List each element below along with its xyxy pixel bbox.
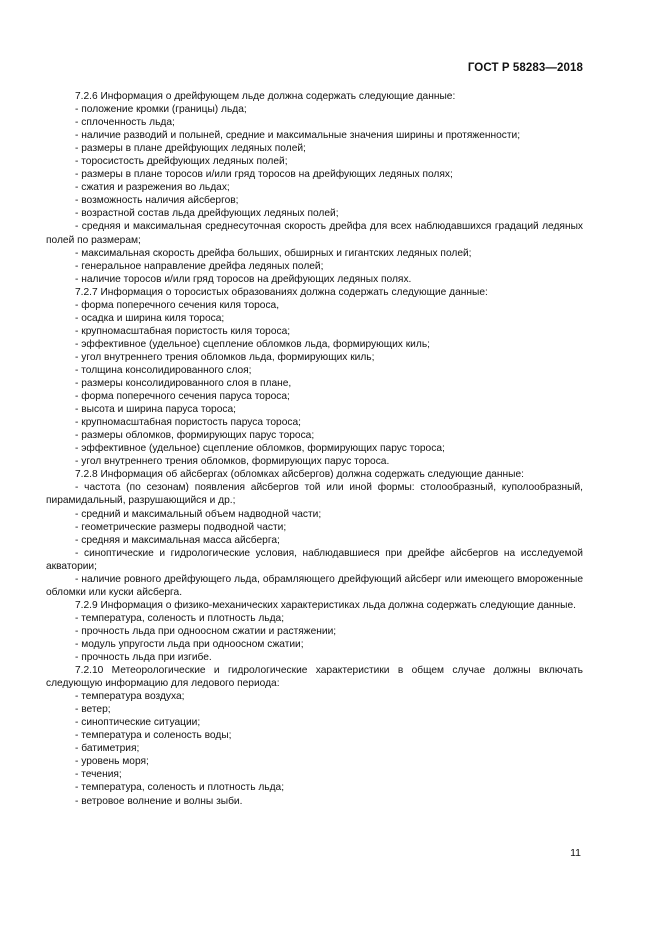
list-item: - угол внутреннего трения обломков льда, формирующих киль; <box>46 351 583 364</box>
section-7-2-7-intro: 7.2.7 Информация о торосистых образованиях должна содержать следующие данные: <box>75 286 488 298</box>
list-item: - прочность льда при изгибе. <box>46 651 583 664</box>
list-item: - крупномасштабная пористость киля тороса; <box>46 325 583 338</box>
list-item: - ветер; <box>46 703 583 716</box>
list-item: - высота и ширина паруса тороса; <box>46 403 583 416</box>
list-item: - частота (по сезонам) появления айсбергов той или иной формы: столообразный, куполообразный, пирамидальный, разрушающийся и др.; <box>46 481 583 507</box>
list-item: - геометрические размеры подводной части; <box>46 521 583 534</box>
list-item: - синоптические ситуации; <box>46 716 583 729</box>
list-item: - возрастной состав льда дрейфующих ледяных полей; <box>46 207 583 220</box>
list-item: - форма поперечного сечения паруса тороса; <box>46 390 583 403</box>
list-item: - батиметрия; <box>46 742 583 755</box>
list-item: - сплоченность льда; <box>46 116 583 129</box>
list-item: - прочность льда при одноосном сжатии и растяжении; <box>46 625 583 638</box>
page-body <box>46 90 583 808</box>
list-item: - температура и соленость воды; <box>46 729 583 742</box>
list-item: - синоптические и гидрологические условия, наблюдавшиеся при дрейфе айсбергов на исследуемой акватории; <box>46 547 583 573</box>
list-item: - средний и максимальный объем надводной части; <box>46 508 583 521</box>
list-item: - средняя и максимальная среднесуточная скорость дрейфа для всех наблюдавшихся градаций ледяных полей по размерам; <box>46 220 583 246</box>
document-code: ГОСТ Р 58283—2018 <box>467 62 583 74</box>
list-item: - температура, соленость и плотность льда; <box>46 612 583 625</box>
section-7-2-9-intro: 7.2.9 Информация о физико-механических характеристиках льда должна содержать следующие данные. <box>75 599 576 611</box>
list-item: - торосистость дрейфующих ледяных полей; <box>46 155 583 168</box>
list-item: - наличие разводий и полыней, средние и максимальные значения ширины и протяженности; <box>46 129 583 142</box>
list-item: - возможность наличия айсбергов; <box>46 194 583 207</box>
list-item: - течения; <box>46 768 583 781</box>
list-item: - сжатия и разрежения во льдах; <box>46 181 583 194</box>
list-item: - размеры в плане дрейфующих ледяных полей; <box>46 142 583 155</box>
list-item: - средняя и максимальная масса айсберга; <box>46 534 583 547</box>
list-item: - наличие ровного дрейфующего льда, обрамляющего дрейфующий айсберг или имеющего вмороженные обломки или куски айсберга. <box>46 573 583 599</box>
list-item: - модуль упругости льда при одноосном сжатии; <box>46 638 583 651</box>
section-7-2-6-intro: 7.2.6 Информация о дрейфующем льде должна содержать следующие данные: <box>75 91 456 102</box>
list-item: - размеры обломков, формирующих парус тороса; <box>46 429 583 442</box>
list-item: - температура воздуха; <box>46 690 583 703</box>
list-item: - размеры консолидированного слоя в плане, <box>46 377 583 390</box>
section-7-2-8-intro: 7.2.8 Информация об айсбергах (обломках айсбергов) должна содержать следующие данные: <box>75 469 524 481</box>
list-item: - уровень моря; <box>46 755 583 768</box>
section-7-2-10-intro: 7.2.10 Метеорологические и гидрологические характеристики в общем случае должны включать следующую информацию для ледового периода: <box>46 665 583 690</box>
list-item: - форма поперечного сечения киля тороса, <box>46 299 583 312</box>
list-item: - эффективное (удельное) сцепление обломков, формирующих парус тороса; <box>46 442 583 455</box>
list-item: - крупномасштабная пористость паруса тороса; <box>46 416 583 429</box>
page-number: 11 <box>570 847 581 859</box>
list-item: - ветровое волнение и волны зыби. <box>46 795 583 808</box>
list-item: - размеры в плане торосов и/или гряд торосов на дрейфующих ледяных полях; <box>46 168 583 181</box>
list-item: - наличие торосов и/или гряд торосов на дрейфующих ледяных полях. <box>46 273 583 286</box>
list-item: - температура, соленость и плотность льда; <box>46 781 583 794</box>
list-item: - осадка и ширина киля тороса; <box>46 312 583 325</box>
list-item: - положение кромки (границы) льда; <box>46 103 583 116</box>
list-item: - эффективное (удельное) сцепление обломков льда, формирующих киль; <box>46 338 583 351</box>
list-item: - толщина консолидированного слоя; <box>46 364 583 377</box>
list-item: - максимальная скорость дрейфа больших, обширных и гигантских ледяных полей; <box>46 247 583 260</box>
list-item: - генеральное направление дрейфа ледяных полей; <box>46 260 583 273</box>
list-item: - угол внутреннего трения обломков, формирующих парус тороса. <box>46 455 583 468</box>
